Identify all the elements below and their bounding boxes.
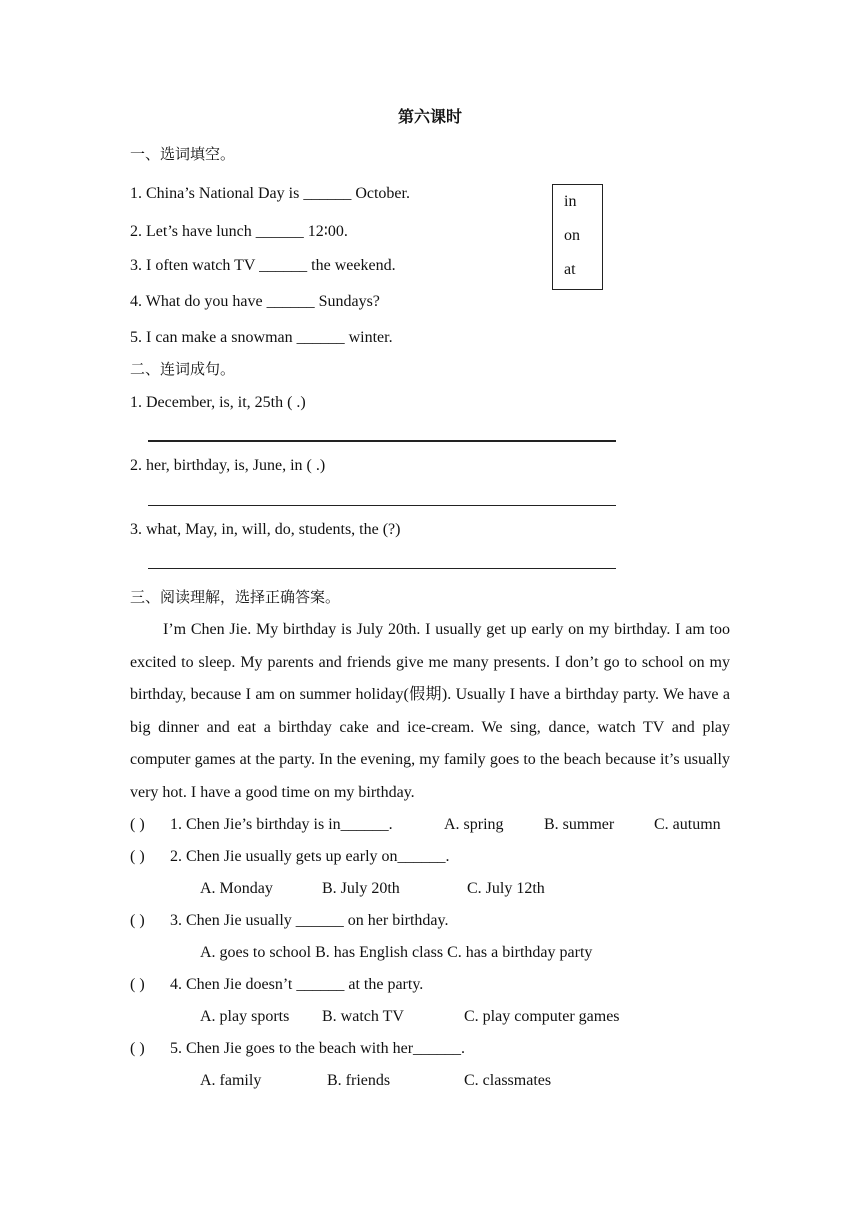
question-stem: 4. Chen Jie doesn’t ______ at the party. <box>170 976 424 993</box>
answer-line-2 <box>148 505 616 506</box>
section2-item-2: 2. her, birthday, is, June, in ( .) <box>130 457 326 474</box>
section1-item-3: 3. I often watch TV ______ the weekend. <box>130 257 396 274</box>
question-2 <box>130 848 450 866</box>
reading-passage-text <box>130 614 730 809</box>
question-5-option-b: B. friends <box>327 1072 391 1089</box>
answer-paren: ( ) <box>130 976 145 993</box>
word-choice-box <box>552 184 603 290</box>
question-4-option-c: C. play computer games <box>464 1008 620 1025</box>
question-stem: 2. Chen Jie usually gets up early on______. <box>170 848 450 865</box>
section1-item-2: 2. Let’s have lunch ______ 12∶00. <box>130 223 348 240</box>
question-3-option-a: A. goes to school <box>200 944 312 961</box>
section1-item-1: 1. China’s National Day is ______ October. <box>130 185 410 202</box>
question-1-option-c: C. autumn <box>654 816 721 833</box>
answer-line-3 <box>148 568 616 569</box>
page-title: 第六课时 <box>397 107 462 126</box>
question-2-option-c: C. July 12th <box>467 880 545 897</box>
question-2-option-b: B. July 20th <box>322 880 400 897</box>
question-5-option-a: A. family <box>200 1072 262 1089</box>
question-2-option-a: A. Monday <box>200 880 273 897</box>
question-3-option-c: C. has a birthday party <box>447 944 593 961</box>
answer-paren: ( ) <box>130 1040 145 1057</box>
reading-passage <box>130 614 730 809</box>
question-stem: 3. Chen Jie usually ______ on her birthday. <box>170 912 449 929</box>
question-4 <box>130 976 423 994</box>
word-choice-in: in <box>564 193 577 210</box>
question-stem: 1. Chen Jie’s birthday is in______. <box>170 816 393 833</box>
question-1-option-b: B. summer <box>544 816 615 833</box>
question-4-option-a: A. play sports <box>200 1008 290 1025</box>
section2-item-3: 3. what, May, in, will, do, students, the (?) <box>130 521 401 538</box>
section1-item-5: 5. I can make a snowman ______ winter. <box>130 329 393 346</box>
question-4-option-b: B. watch TV <box>322 1008 404 1025</box>
answer-paren: ( ) <box>130 848 145 865</box>
section1-heading: 一、选词填空。 <box>130 145 236 163</box>
word-choice-on: on <box>564 227 580 244</box>
question-1 <box>130 816 393 834</box>
question-3-option-b: B. has English class <box>315 944 444 961</box>
answer-paren: ( ) <box>130 816 145 833</box>
question-3-options <box>200 944 592 962</box>
question-3 <box>130 912 448 930</box>
question-stem: 5. Chen Jie goes to the beach with her______. <box>170 1040 466 1057</box>
section3-heading: 三、阅读理解，选择正确答案。 <box>130 588 341 606</box>
answer-paren: ( ) <box>130 912 145 929</box>
question-1-option-a: A. spring <box>444 816 504 833</box>
word-choice-at: at <box>564 261 576 278</box>
passage-body: I’m Chen Jie. My birthday is July 20th. I usually get up early on my birthday. I am too excited to sleep. My parents and friends give me many presents. I don’t go to school on my birthday, because I am on summer holiday(假期). Usually I have a birthday party. We have a big dinner and eat a birthday cake and ice-cream. We sing, dance, watch TV and play computer games at the party. In the evening, my family goes to the beach because it’s usually very hot. <box>130 621 730 801</box>
question-5 <box>130 1040 465 1058</box>
section1-item-4: 4. What do you have ______ Sundays? <box>130 293 380 310</box>
question-5-option-c: C. classmates <box>464 1072 552 1089</box>
answer-line-1 <box>148 440 616 442</box>
section2-item-1: 1. December, is, it, 25th ( .) <box>130 394 306 411</box>
section2-heading: 二、连词成句。 <box>130 360 236 378</box>
passage-last-sentence: I have a good time on my birthday. <box>190 783 415 801</box>
